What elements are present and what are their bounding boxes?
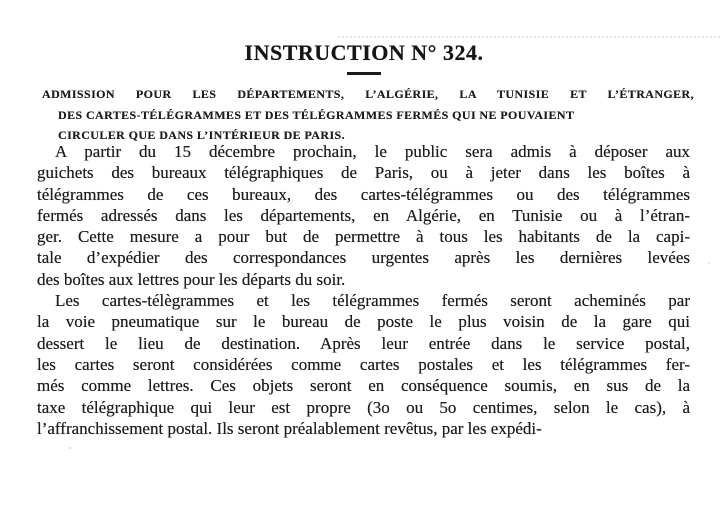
scan-speck bbox=[708, 262, 710, 264]
heading-line: ADMISSION POUR LES DÉPARTEMENTS, L’ALGÉRIE, LA TUNISIE ET L’ÉTRANGER, bbox=[42, 87, 694, 101]
text-line: més comme lettres. Ces objets seront en conséquence soumis, en sus de la bbox=[37, 376, 690, 396]
text-line: télégrammes de ces bureaux, des cartes-télégrammes ou des télégrammes bbox=[37, 184, 690, 204]
document-subject-heading bbox=[42, 84, 694, 146]
title-divider-rule bbox=[347, 72, 381, 75]
text-line: guichets des bureaux télégraphiques de Paris, ou à jeter dans les boîtes à bbox=[37, 163, 690, 183]
heading-line: CIRCULER QUE DANS L’INTÉRIEUR DE PARIS. bbox=[58, 128, 345, 142]
text-line: l’affranchissement postal. Ils seront préalablement revêtus, par les expédi- bbox=[37, 418, 542, 438]
scan-artifact-line bbox=[338, 36, 720, 38]
text-line: ger. Cette mesure a pour but de permettre à tous les habitants de la capi- bbox=[37, 227, 690, 247]
document-body bbox=[37, 141, 690, 439]
text-line: dessert le lieu de destination. Après leur entrée dans le service postal, bbox=[37, 333, 690, 353]
heading-line: DES CARTES-TÉLÉGRAMMES ET DES TÉLÉGRAMMES FERMÉS QUI NE POUVAIENT bbox=[58, 107, 575, 122]
text-line: des boîtes aux lettres pour les départs du soir. bbox=[37, 269, 346, 289]
scan-speck bbox=[68, 447, 71, 449]
paragraph bbox=[37, 141, 690, 290]
text-line: fermés adressés dans les départements, en Algérie, en Tunisie ou à l’étran- bbox=[37, 205, 690, 225]
document-title: INSTRUCTION N° 324. bbox=[244, 40, 484, 65]
text-line: taxe télégraphique qui leur est propre (3o ou 5o centimes, selon le cas), à bbox=[37, 397, 690, 417]
text-line: A partir du 15 décembre prochain, le public sera admis à déposer aux bbox=[55, 142, 690, 161]
text-line: Les cartes-télègrammes et les télégrammes fermés seront acheminés par bbox=[55, 291, 690, 311]
paragraph bbox=[37, 290, 690, 439]
text-line: les cartes seront considérées comme cartes postales et les télégrammes fer- bbox=[37, 354, 690, 374]
text-line: la voie pneumatique sur le bureau de poste le plus voisin de la gare qui bbox=[37, 312, 690, 332]
text-line: tale d’expédier des correspondances urgentes après les dernières levées bbox=[37, 248, 690, 268]
